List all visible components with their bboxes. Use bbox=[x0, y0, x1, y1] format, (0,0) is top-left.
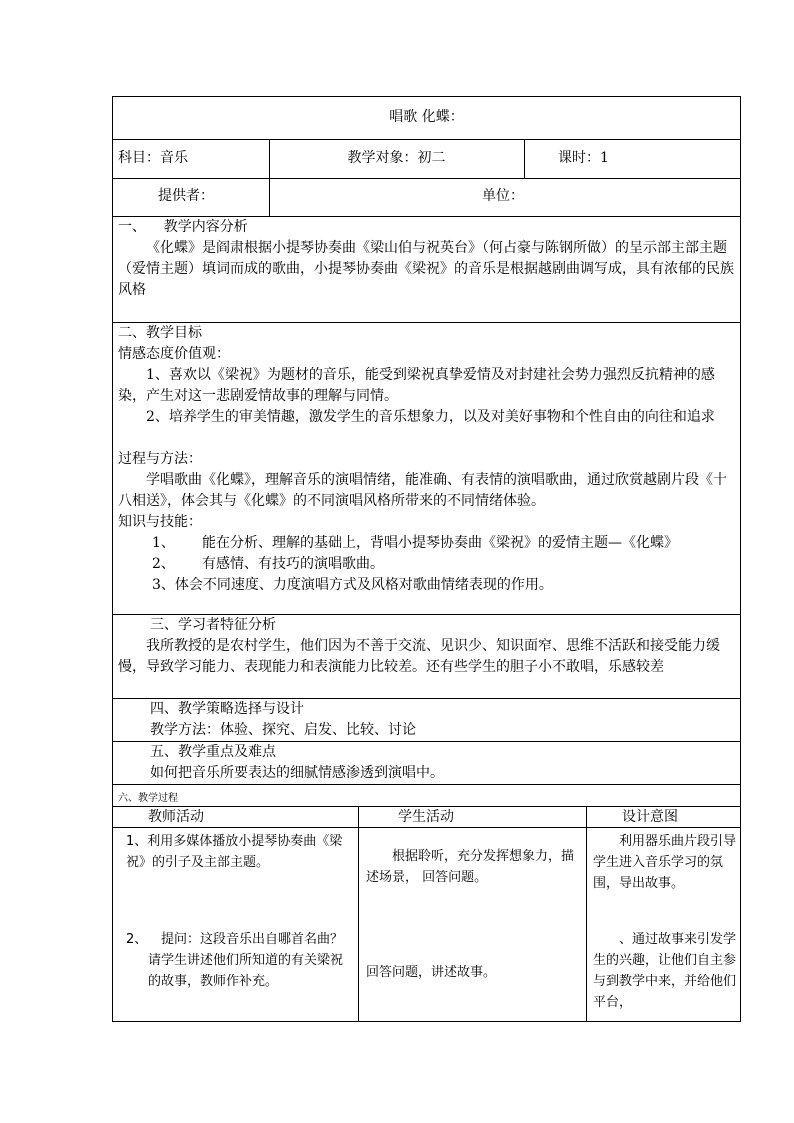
content-analysis-body: 《化蝶》是阎肃根据小提琴协奏曲《梁山伯与祝英台》（何占豪与陈钢所做）的呈示部主部主题（爱情主题）填词而成的歌曲，小提琴协奏曲《梁祝》的音乐是根据越剧曲调写成，具有浓郁的民族风格 bbox=[118, 240, 734, 298]
section-heading-process: 六、教学过程 bbox=[118, 793, 178, 804]
table-border-left bbox=[112, 96, 113, 1022]
provider-cell: 提供者： bbox=[158, 188, 214, 204]
column-header-student: 学生活动 bbox=[398, 809, 454, 825]
student-activity-1: 根据聆听，充分发挥想象力，描述场景， 回答问题。 bbox=[366, 849, 575, 885]
row-divider bbox=[112, 178, 741, 179]
table-border-right bbox=[740, 96, 741, 1022]
keypoints-body: 如何把音乐所要表达的细腻情感渗透到演唱中。 bbox=[150, 765, 444, 781]
skill-goal-2: 有感情、有技巧的演唱歌曲。 bbox=[202, 556, 384, 572]
student-activity-2: 回答问题，讲述故事。 bbox=[366, 965, 497, 980]
column-divider bbox=[358, 806, 359, 1022]
section-heading-strategy: 四、教学策略选择与设计 bbox=[150, 701, 304, 717]
target-cell: 教学对象：初二 bbox=[347, 150, 446, 166]
column-header-design: 设计意图 bbox=[622, 809, 678, 825]
skill-goal-2-number: 2、 bbox=[152, 556, 175, 572]
process-goal: 学唱歌曲《化蝶》，理解音乐的演唱情绪，能准确、有表情的演唱歌曲，通过欣赏越剧片段《十八相送》，体会其与《化蝶》的不同演唱风格所带来的不同情绪体验。 bbox=[118, 472, 727, 509]
strategy-body: 教学方法：体验、探究、启发、比较、讨论 bbox=[150, 722, 416, 738]
column-divider bbox=[524, 139, 525, 179]
column-header-teacher: 教师活动 bbox=[148, 809, 204, 825]
emotion-goal-2: 2、培养学生的审美情趣，激发学生的音乐想象力，以及对美好事物和个性自由的向往和追求 bbox=[146, 409, 715, 425]
skill-goal-1-number: 1、 bbox=[152, 535, 175, 551]
emotion-label: 情感态度价值观： bbox=[118, 346, 230, 362]
table-border-top bbox=[112, 96, 741, 97]
teacher-activity-1: 1、利用多媒体播放小提琴协奏曲《梁祝》的引子及主部主题。 bbox=[126, 834, 343, 870]
lesson-plan-document bbox=[112, 96, 741, 1022]
emotion-goal-1: 1、喜欢以《梁祝》为题材的音乐，能受到梁祝真挚爱情及对封建社会势力强烈反抗精神的感染，产生对这一悲剧爱情故事的理解与同情。 bbox=[118, 367, 715, 404]
row-divider bbox=[112, 139, 741, 140]
section-heading-content-analysis: 一、 教学内容分析 bbox=[118, 219, 248, 235]
teacher-activity-2-number: 2、 bbox=[126, 932, 148, 947]
section-heading-goals: 二、教学目标 bbox=[118, 325, 202, 341]
row-divider bbox=[112, 827, 741, 828]
subject-cell: 科目：音乐 bbox=[118, 150, 188, 166]
process-label: 过程与方法： bbox=[118, 451, 202, 467]
column-divider bbox=[586, 806, 587, 1022]
design-intent-1: 利用器乐曲片段引导学生进入音乐学习的氛围，导出故事。 bbox=[593, 834, 737, 891]
row-divider bbox=[112, 784, 741, 785]
skill-goal-3: 3、体会不同速度、力度演唱方式及风格对歌曲情绪表现的作用。 bbox=[152, 577, 553, 593]
page-title: 唱歌 化蝶： bbox=[389, 109, 464, 125]
skill-label: 知识与技能： bbox=[118, 514, 202, 530]
section-heading-keypoints: 五、教学重点及难点 bbox=[150, 744, 276, 760]
table-border-bottom bbox=[112, 1021, 741, 1022]
design-intent-2: 、通过故事来引发学生的兴趣，让他们自主参与到教学中来，并给他们平台， bbox=[593, 932, 737, 1010]
unit-cell: 单位： bbox=[482, 188, 524, 204]
hours-cell: 课时：1 bbox=[558, 150, 609, 166]
teacher-activity-2: 提问：这段音乐出自哪首名曲？请学生讲述他们所知道的有关梁祝的故事，教师作补充。 bbox=[148, 932, 344, 989]
learners-body: 我所教授的是农村学生，他们因为不善于交流、见识少、知识面窄、思维不活跃和接受能力缓慢，导致学习能力、表现能力和表演能力比较差。还有些学生的胆子小不敢唱，乐感较差 bbox=[118, 638, 720, 675]
skill-goal-1: 能在分析、理解的基础上，背唱小提琴协奏曲《梁祝》的爱情主题—《化蝶》 bbox=[202, 535, 678, 551]
section-heading-learners: 三、学习者特征分析 bbox=[150, 617, 276, 633]
row-divider bbox=[112, 322, 741, 323]
